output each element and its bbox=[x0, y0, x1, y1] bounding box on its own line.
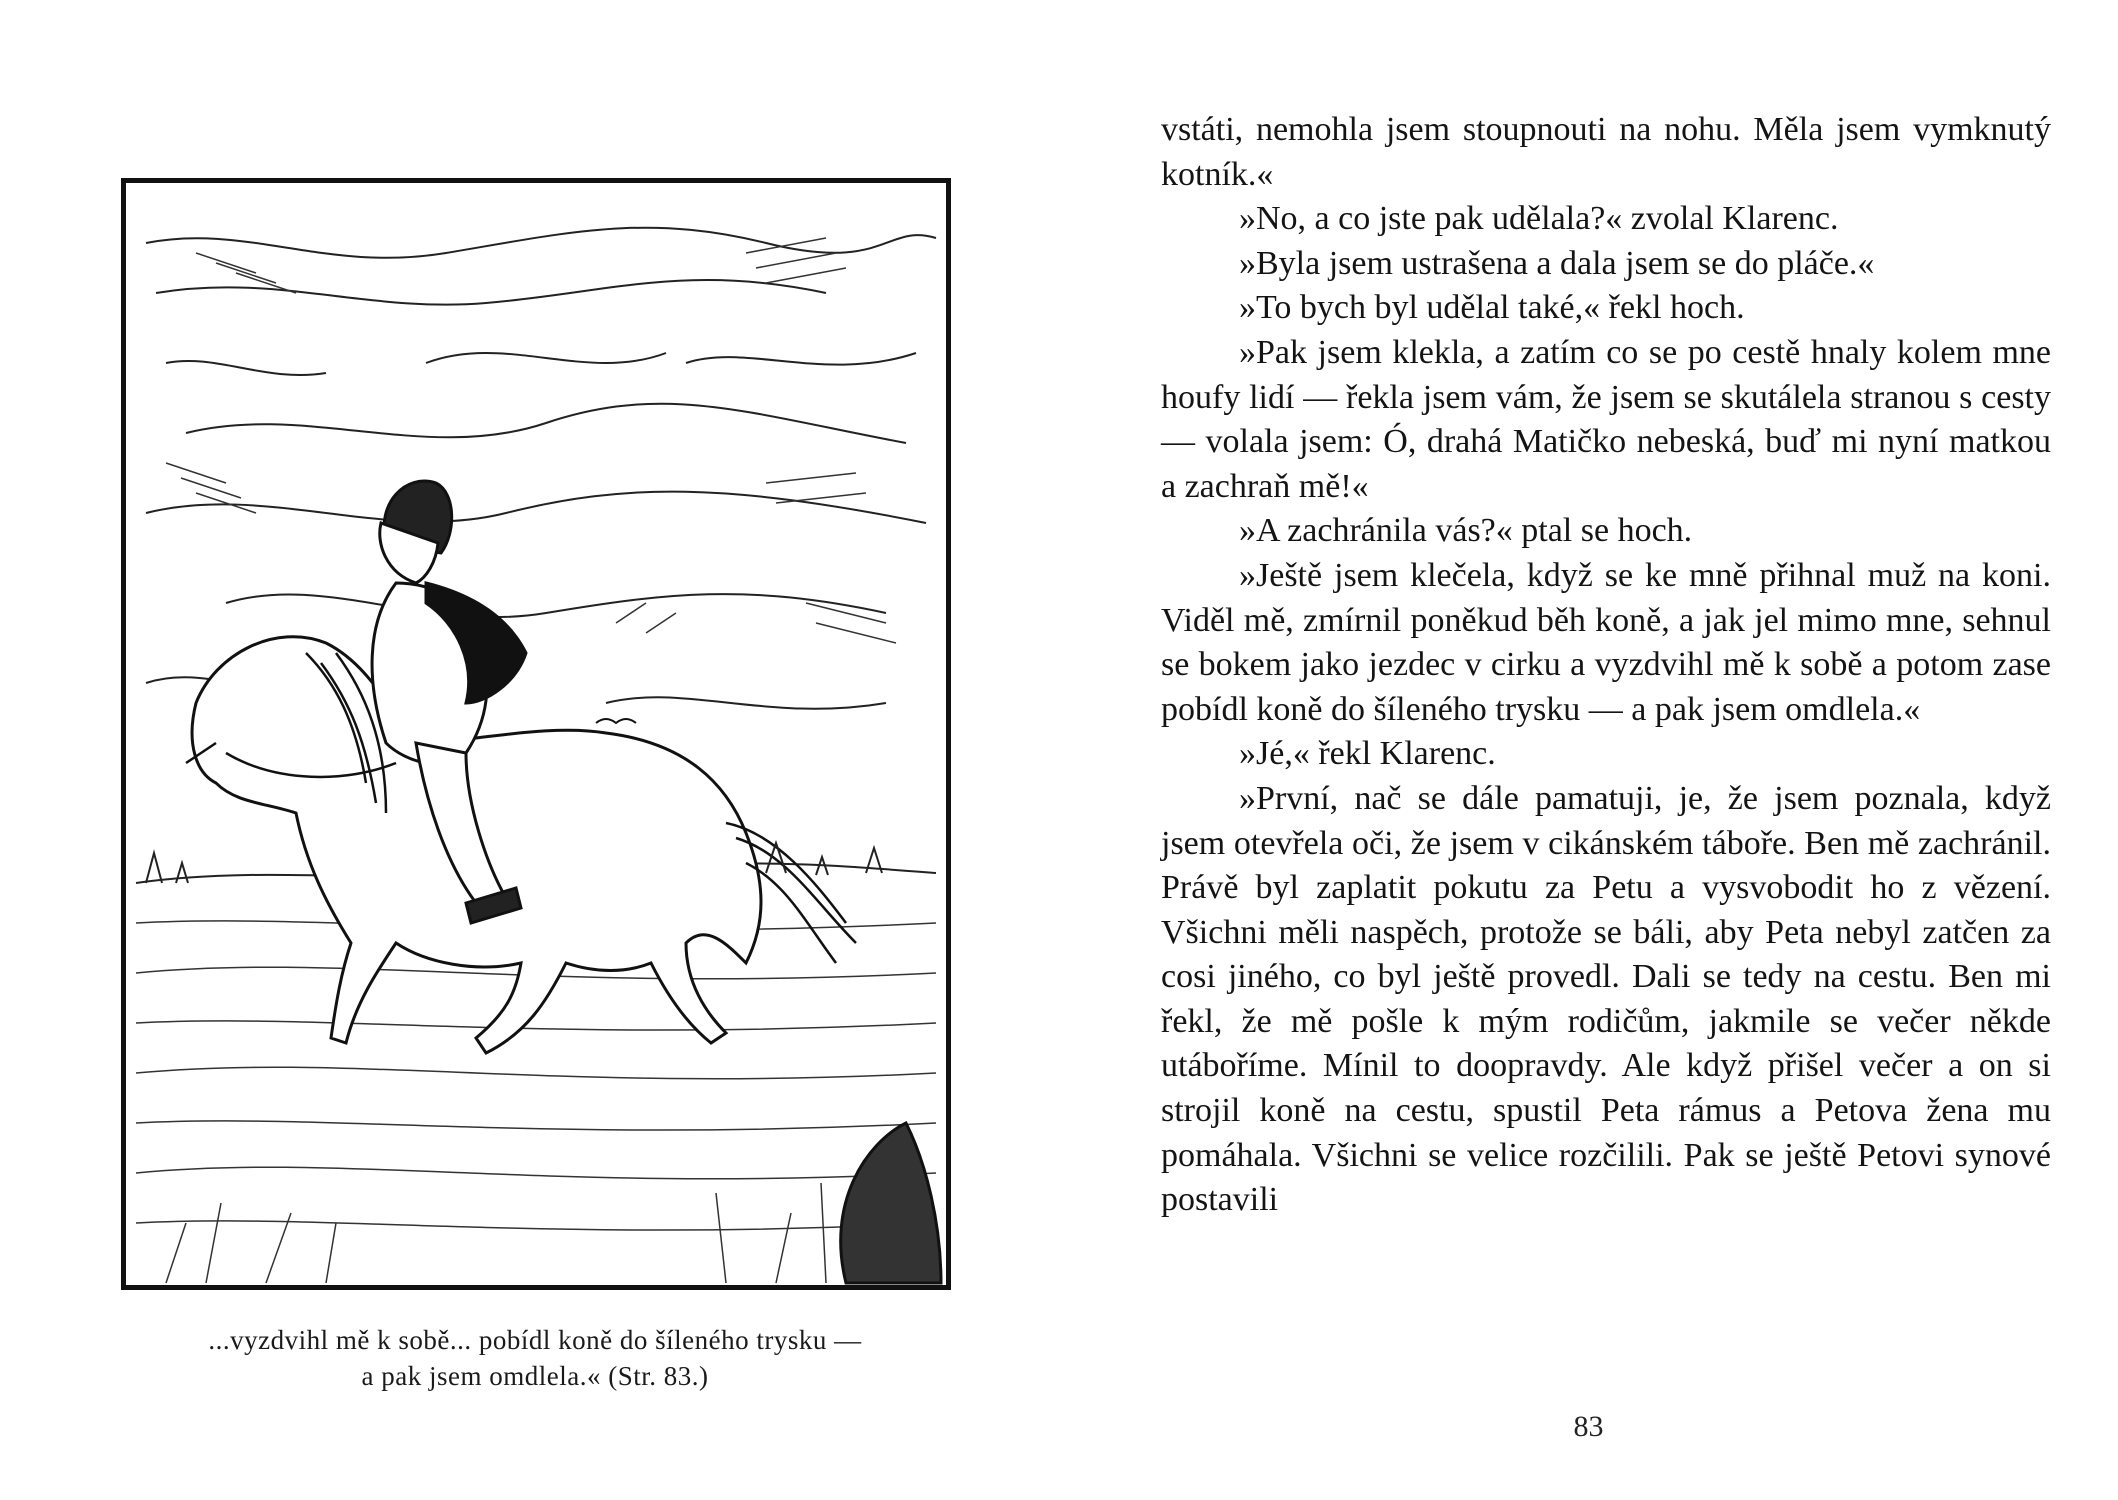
paragraph: »No, a co jste pak udělala?« zvolal Klarenc. bbox=[1239, 200, 1839, 238]
illustration-frame bbox=[121, 178, 951, 1290]
paragraph: »Pak jsem klekla, a zatím co se po cestě hnaly kolem mne houfy lidí — řekla jsem vám, že jsem se skutálela stranou s cesty — volala jsem: Ó, drahá Matičko nebeská, buď mi nyní matkou a zachraň mě!« bbox=[1161, 333, 2051, 505]
right-page bbox=[1059, 0, 2118, 1500]
caption-line-1: ...vyzdvihl mě k sobě... pobídl koně do šíleného trysku — bbox=[208, 1325, 862, 1355]
paragraph: »První, nač se dále pamatuji, je, že jsem poznala, když jsem otevřela oči, že jsem v cikánském táboře. Ben mě zachránil. Právě byl zaplatit pokutu za Petu a vysvobodit ho z vězení. Všichni měli naspěch, protože se báli, aby Peta nebyl zatčen za cosi jiného, co byl ještě provedl. Dali se tedy na cestu. Ben mi řekl, že mě pošle k mým rodičům, jakmile se večer někde utáboříme. Mínil to doopravdy. Ale když přišel večer a on si strojil koně na cestu, spustil Peta rámus a Petova žena mu pomáhala. Všichni se velice rozčilili. Pak se ještě Petovi synové postavili bbox=[1161, 779, 2051, 1219]
rider-on-galloping-horse-illustration bbox=[126, 183, 946, 1285]
bushes-right bbox=[841, 1123, 941, 1283]
sky-strokes bbox=[146, 228, 936, 709]
illustration-caption bbox=[100, 1322, 970, 1394]
paragraph: »A zachránila vás?« ptal se hoch. bbox=[1239, 512, 1693, 550]
body-text bbox=[1161, 108, 2051, 1223]
page-number: 83 bbox=[1573, 1410, 1604, 1443]
paragraph: »Jé,« řekl Klarenc. bbox=[1239, 735, 1496, 773]
caption-line-2: a pak jsem omdlela.« (Str. 83.) bbox=[361, 1361, 709, 1391]
paragraph: »Ještě jsem klečela, když se ke mně přihnal muž na koni. Viděl mě, zmírnil poněkud běh koně, a jak jel mimo mne, sehnul se bokem jako jezdec v cirku a vyzdvihl mě k sobě a potom zase pobídl koně do šíleného trysku — a pak jsem omdlela.« bbox=[1161, 556, 2051, 728]
paragraph: »Byla jsem ustrašena a dala jsem se do pláče.« bbox=[1239, 244, 1875, 282]
paragraph: vstáti, nemohla jsem stoupnouti na nohu. Měla jsem vymknutý kotník.« bbox=[1161, 111, 2051, 193]
paragraph: »To bych byl udělal také,« řekl hoch. bbox=[1239, 289, 1745, 327]
